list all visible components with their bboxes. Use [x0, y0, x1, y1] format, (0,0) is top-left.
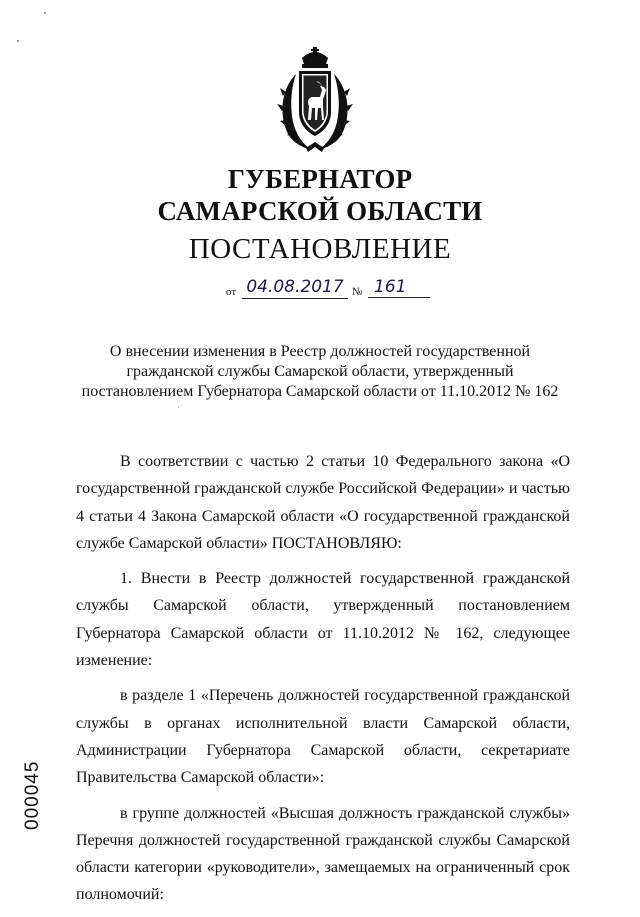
body-paragraph: в разделе 1 «Перечень должностей государственной гражданской службы в органах исполнительной власти Самарской области, Администрации Губернатора Самарской области, секретариате Правительства Самарской области»:: [76, 687, 570, 787]
body-paragraph: 1. Внести в Реестр должностей государственной гражданской службы Самарской области, утвержденный постановлением Губернатора Самарской области от 11.10.2012 № 162, следующее изменение:: [76, 570, 570, 670]
date-prefix: от: [226, 286, 237, 298]
scan-speck: [44, 12, 46, 14]
document-type: ПОСТАНОВЛЕНИЕ: [188, 233, 452, 265]
document-subject: О внесении изменения в Реестр должностей государственной гражданской службы Самарской области, утвержденный постановлением Губернатора Самарской области от 11.10.2012 № 162: [81, 343, 559, 400]
issuer-title-line1: ГУБЕРНАТОР: [227, 164, 413, 194]
issuer-title-line2: САМАРСКОЙ ОБЛАСТИ: [157, 196, 483, 226]
samara-coat-of-arms-icon: [272, 44, 358, 154]
issuance-line: [226, 277, 446, 301]
number-prefix: №: [352, 286, 363, 298]
body-paragraph: в группе должностей «Высшая должность гражданской службы» Перечня должностей государственной гражданской службы Самарской области категории «руководители», замещаемых на ограниченный срок полномочий:: [76, 804, 570, 904]
issuance-date: 04.08.2017: [242, 277, 348, 299]
document-body: [76, 448, 570, 917]
scan-speck: [17, 40, 19, 42]
page-stamp-number: 000045: [22, 760, 43, 830]
scan-speck: [178, 407, 179, 408]
document-number: 161: [368, 277, 430, 298]
body-paragraph: В соответствии с частью 2 статьи 10 Федерального закона «О государственной гражданской службе Российской Федерации» и частью 4 статьи 4 Закона Самарской области «О государственной гражданской службе Самарской области» ПОСТАНОВЛЯЮ:: [76, 453, 570, 552]
